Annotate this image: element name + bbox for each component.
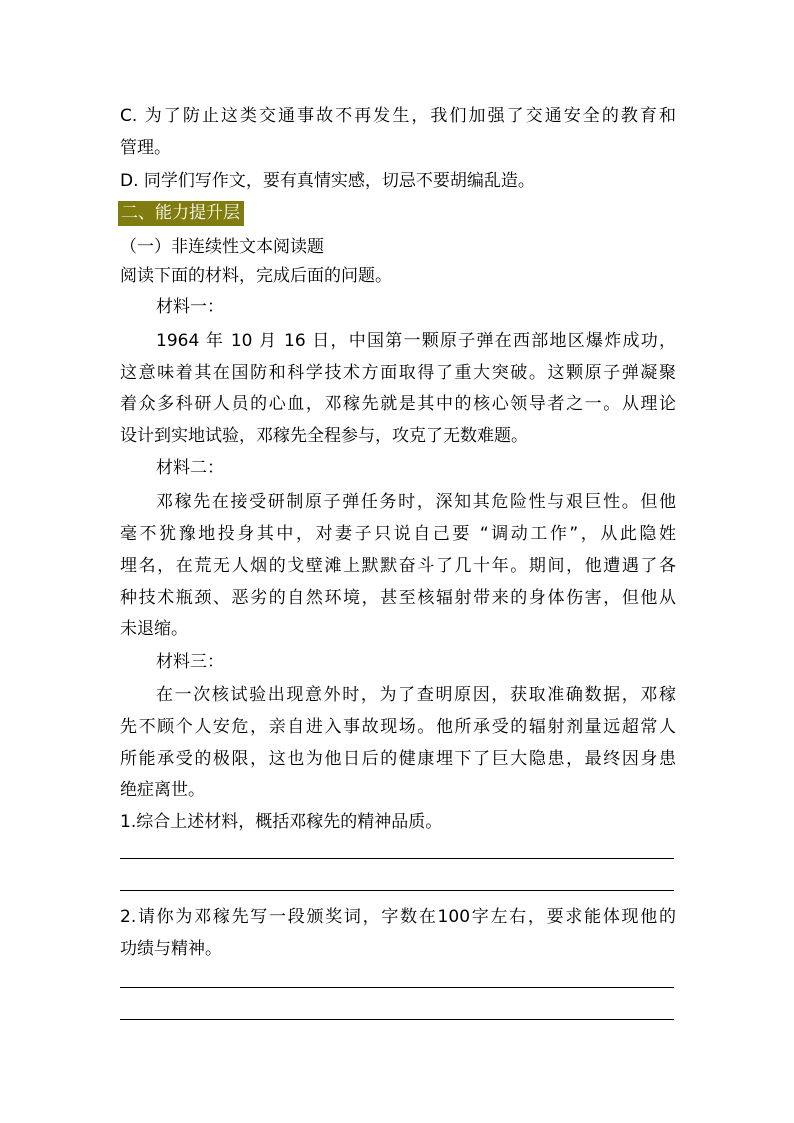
material1-title: 材料一：	[156, 297, 224, 317]
question-2-line2: 功绩与精神。	[120, 939, 222, 959]
option-c-line1: C. 为了防止这类交通事故不再发生，我们加强了交通安全的教育和	[120, 106, 676, 126]
answer-line[interactable]	[120, 858, 674, 859]
material1-line: 设计到实地试验，邓稼先全程参与，攻克了无数难题。	[120, 426, 528, 446]
material2-line: 邓稼先在接受研制原子弹任务时，深知其危险性与艰巨性。但他	[156, 492, 676, 512]
question-2-line1: 2.请你为邓稼先写一段颁奖词，字数在100字左右，要求能体现他的	[120, 907, 676, 927]
section-subheading: （一）非连续性文本阅读题	[120, 237, 324, 257]
question-1: 1.综合上述材料，概括邓稼先的精神品质。	[120, 812, 443, 832]
material3-title: 材料三：	[156, 652, 224, 672]
answer-line[interactable]	[120, 890, 674, 891]
material2-line: 种技术瓶颈、恶劣的自然环境，甚至核辐射带来的身体伤害，但他从	[120, 588, 676, 608]
material2-line: 埋名，在荒无人烟的戈壁滩上默默奋斗了几十年。期间，他遭遇了各	[120, 556, 676, 576]
answer-line[interactable]	[120, 987, 674, 988]
material3-line: 先不顾个人安危，亲自进入事故现场。他所承受的辐射剂量远超常人	[120, 717, 676, 737]
material1-line: 这意味着其在国防和科学技术方面取得了重大突破。这颗原子弹凝聚	[120, 363, 676, 383]
reading-instruction: 阅读下面的材料，完成后面的问题。	[120, 266, 392, 286]
material2-line: 毫不犹豫地投身其中，对妻子只说自己要 “调动工作”，从此隐姓	[120, 524, 676, 544]
material3-line: 所能承受的极限，这也为他日后的健康埋下了巨大隐患，最终因身患	[120, 749, 676, 769]
material2-line: 未退缩。	[120, 619, 188, 639]
option-d-line: D. 同学们写作文，要有真情实感，切忌不要胡编乱造。	[120, 171, 535, 191]
material3-line: 在一次核试验出现意外时，为了查明原因，获取准确数据，邓稼	[156, 685, 676, 705]
material2-title: 材料二：	[156, 458, 224, 478]
material3-line: 绝症离世。	[120, 780, 205, 800]
material1-line: 着众多科研人员的心血，邓稼先就是其中的核心领导者之一。从理论	[120, 394, 676, 414]
answer-line[interactable]	[120, 1019, 674, 1020]
option-c-line2: 管理。	[120, 138, 171, 158]
material1-line: 1964 年 10 月 16 日，中国第一颗原子弹在西部地区爆炸成功，	[156, 331, 676, 351]
section-heading: 二、能力提升层	[118, 201, 244, 226]
